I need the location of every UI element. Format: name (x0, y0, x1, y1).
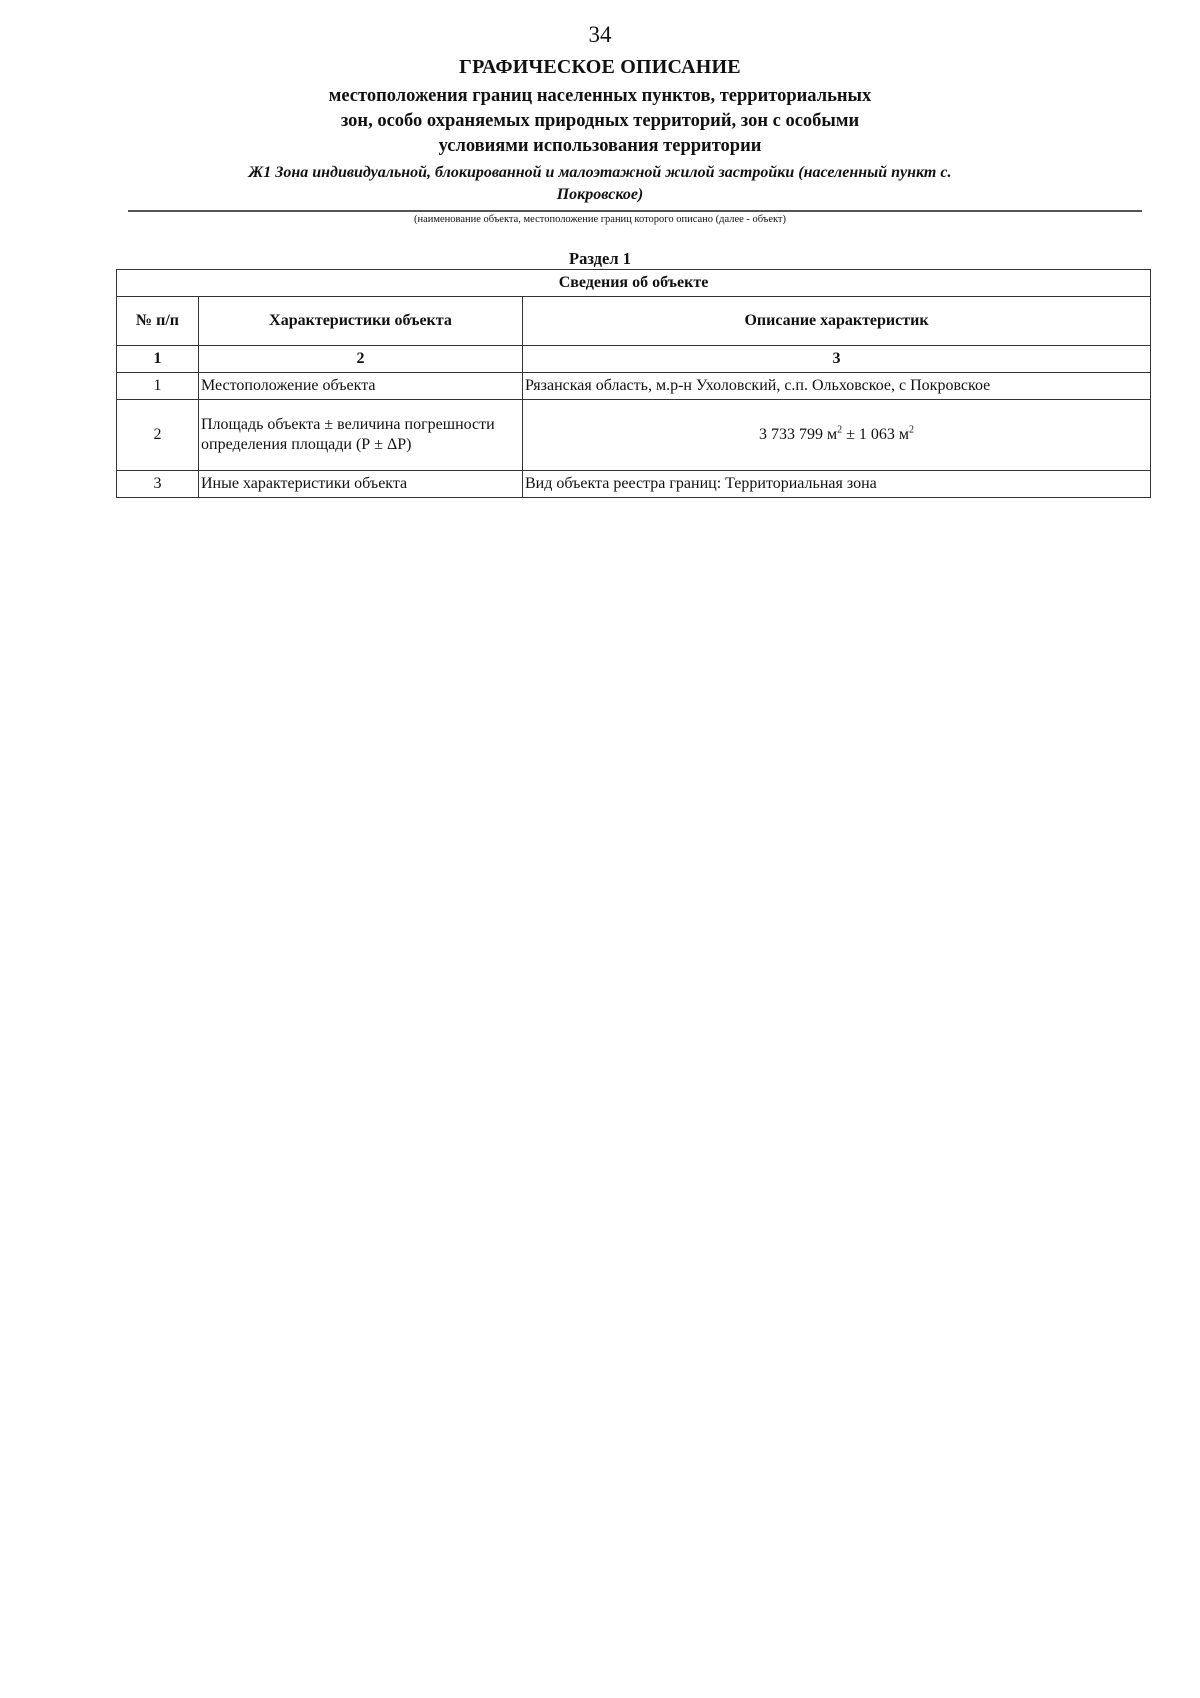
row-num: 3 (117, 471, 199, 498)
row-characteristic: Местоположение объекта (199, 373, 523, 400)
header-num: № п/п (117, 297, 199, 346)
table-row (117, 400, 1151, 471)
table-row (117, 471, 1151, 498)
row-description: Рязанская область, м.р-н Ухоловский, с.п. Ольховское, с Покровское (523, 373, 1151, 400)
header-description: Описание характеристик (523, 297, 1151, 346)
row-characteristic: Иные характеристики объекта (199, 471, 523, 498)
document-subtitle (150, 84, 1050, 159)
object-name (130, 162, 1070, 206)
section-title: Раздел 1 (569, 249, 631, 268)
row-num: 1 (117, 373, 199, 400)
area-error-unit-superscript: 2 (909, 424, 915, 436)
subtitle-line: местоположения границ населенных пунктов, территориальных (328, 86, 872, 106)
object-caption: (наименование объекта, местоположение границ которого описано (далее - объект) (413, 214, 787, 225)
row-description (523, 400, 1151, 471)
document-title: ГРАФИЧЕСКОЕ ОПИСАНИЕ (459, 56, 741, 78)
table-row (117, 373, 1151, 400)
page-number: 34 (588, 22, 612, 47)
column-number: 1 (117, 346, 199, 373)
row-description: Вид объекта реестра границ: Территориальная зона (523, 471, 1151, 498)
object-info-table (116, 269, 1151, 498)
table-caption: Сведения об объекте (117, 270, 1151, 297)
column-number: 3 (523, 346, 1151, 373)
area-error: ± 1 063 м (842, 426, 910, 443)
column-number: 2 (199, 346, 523, 373)
area-unit-superscript: 2 (837, 424, 843, 436)
object-name-line: Покровское) (556, 186, 644, 203)
area-value: 3 733 799 м (758, 426, 838, 443)
object-name-line: Ж1 Зона индивидуальной, блокированной и малоэтажной жилой застройки (населенный пункт с. (248, 164, 952, 181)
header-characteristic: Характеристики объекта (199, 297, 523, 346)
object-name-underline (128, 210, 1142, 212)
subtitle-line: зон, особо охраняемых природных территорий, зон с особыми (340, 111, 860, 131)
row-num: 2 (117, 400, 199, 471)
row-characteristic: Площадь объекта ± величина погрешности определения площади (Р ± ΔР) (199, 400, 523, 471)
subtitle-line: условиями использования территории (438, 136, 762, 156)
